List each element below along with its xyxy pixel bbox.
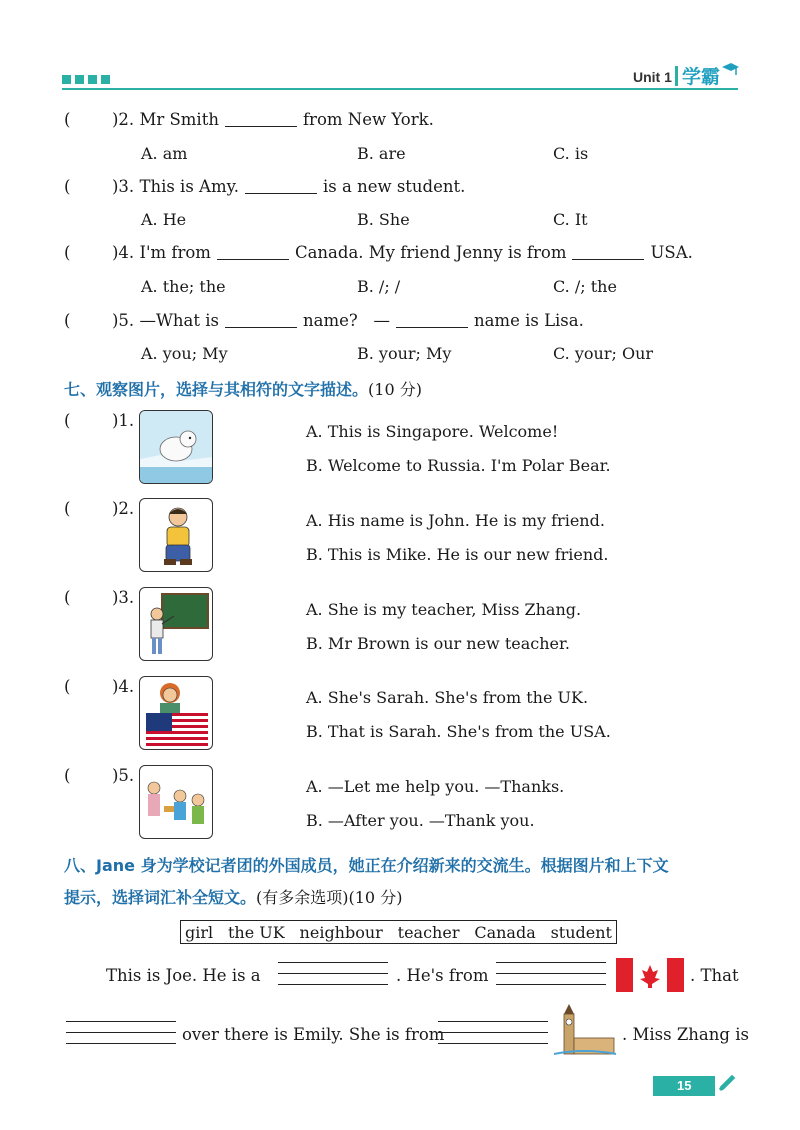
question-5: )5. —What is name? — name is Lisa. xyxy=(112,311,584,330)
unit-label: Unit 1 xyxy=(633,69,672,85)
page-number: 15 xyxy=(653,1076,715,1096)
option-c: C. your; Our xyxy=(553,344,654,363)
boy-picture xyxy=(139,498,213,572)
canada-flag-icon xyxy=(616,958,684,992)
option-b: B. your; My xyxy=(357,344,452,363)
teacher-picture xyxy=(139,587,213,661)
answer-paren: ( xyxy=(64,311,71,330)
answer-paren: ( xyxy=(64,766,71,785)
section-8-title: 八、Jane 身为学校记者团的外国成员，她正在介绍新来的交流生。根据图片和上下文 xyxy=(64,856,669,875)
big-ben-icon xyxy=(554,1004,616,1056)
option-c: C. /; the xyxy=(553,277,617,296)
answer-paren: ( xyxy=(64,499,71,518)
polar-bear-picture xyxy=(139,410,213,484)
answer-paren: ( xyxy=(64,177,71,196)
answer-blank[interactable] xyxy=(217,245,289,260)
fill-blank[interactable] xyxy=(496,952,606,985)
option-c: C. is xyxy=(553,144,589,163)
answer-blank[interactable] xyxy=(396,313,468,328)
graduation-cap-icon xyxy=(720,60,740,80)
question-2: )2. Mr Smith from New York. xyxy=(112,110,434,129)
word-option: neighbour xyxy=(299,922,383,942)
answer-blank[interactable] xyxy=(225,313,297,328)
answer-blank[interactable] xyxy=(245,179,317,194)
choice-a: A. —Let me help you. —Thanks. xyxy=(306,777,565,796)
choice-a: A. She's Sarah. She's from the UK. xyxy=(306,688,589,707)
fill-blank[interactable] xyxy=(438,1011,548,1044)
pencil-icon xyxy=(712,1072,738,1098)
option-c: C. It xyxy=(553,210,588,229)
option-a: A. am xyxy=(141,144,188,163)
header-divider xyxy=(675,66,678,86)
answer-paren: ( xyxy=(64,243,71,262)
usa-flag-icon xyxy=(146,713,208,747)
question-3: )3. This is Amy. is a new student. xyxy=(112,177,466,196)
item-number: )3. xyxy=(112,588,135,607)
choice-b: B. Mr Brown is our new teacher. xyxy=(306,634,570,653)
question-4: )4. I'm from Canada. My friend Jenny is from USA. xyxy=(112,243,693,262)
fill-blank[interactable] xyxy=(66,1011,176,1044)
choice-a: A. She is my teacher, Miss Zhang. xyxy=(306,600,582,619)
word-option: student xyxy=(550,922,612,942)
passage-text: over there is Emily. She is from xyxy=(182,1025,445,1044)
passage-text: This is Joe. He is a xyxy=(106,966,261,985)
word-option: the UK xyxy=(227,922,285,942)
choice-b: B. This is Mike. He is our new friend. xyxy=(306,545,609,564)
header-decoration xyxy=(62,75,110,84)
choice-b: B. That is Sarah. She's from the USA. xyxy=(306,722,611,741)
item-number: )1. xyxy=(112,411,135,430)
section-8-title-cont: 提示，选择词汇补全短文。(有多余选项)(10 分) xyxy=(64,888,403,907)
children-picture xyxy=(139,765,213,839)
choice-b: B. Welcome to Russia. I'm Polar Bear. xyxy=(306,456,611,475)
option-b: B. /; / xyxy=(357,277,401,296)
answer-paren: ( xyxy=(64,677,71,696)
section-7-title: 七、观察图片，选择与其相符的文字描述。(10 分) xyxy=(64,380,422,399)
option-b: B. She xyxy=(357,210,410,229)
passage-text: . That xyxy=(690,966,739,985)
word-bank xyxy=(180,920,617,944)
item-number: )5. xyxy=(112,766,135,785)
option-a: A. He xyxy=(141,210,187,229)
brand-logo: 学霸 xyxy=(682,66,721,88)
header-rule xyxy=(62,88,738,90)
choice-a: A. This is Singapore. Welcome! xyxy=(306,422,559,441)
passage-text: . Miss Zhang is xyxy=(622,1025,749,1044)
item-number: )4. xyxy=(112,677,135,696)
choice-a: A. His name is John. He is my friend. xyxy=(306,511,605,530)
answer-blank[interactable] xyxy=(572,245,644,260)
option-b: B. are xyxy=(357,144,406,163)
girl-flag-picture xyxy=(139,676,213,750)
choice-b: B. —After you. —Thank you. xyxy=(306,811,535,830)
word-option: teacher xyxy=(397,922,460,942)
option-a: A. you; My xyxy=(141,344,228,363)
word-option: girl xyxy=(185,922,214,942)
answer-paren: ( xyxy=(64,411,71,430)
option-a: A. the; the xyxy=(141,277,226,296)
answer-paren: ( xyxy=(64,588,71,607)
fill-blank[interactable] xyxy=(278,952,388,985)
answer-blank[interactable] xyxy=(225,112,297,127)
item-number: )2. xyxy=(112,499,135,518)
passage-text: . He's from xyxy=(396,966,489,985)
answer-paren: ( xyxy=(64,110,71,129)
word-option: Canada xyxy=(474,922,536,942)
